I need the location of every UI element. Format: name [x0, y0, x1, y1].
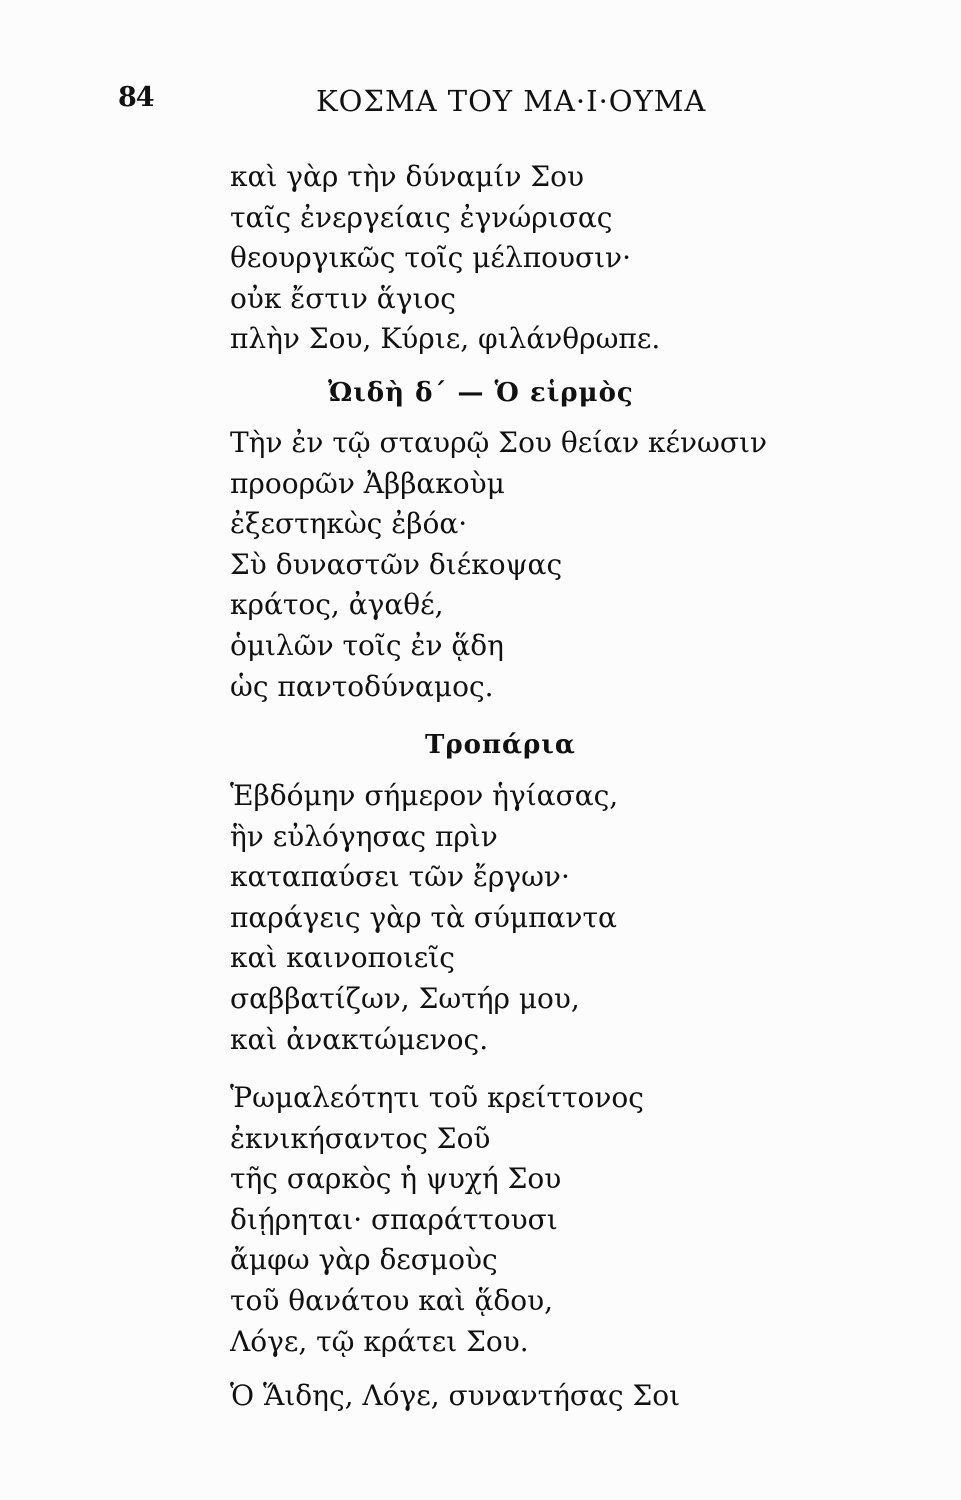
verse-line: τοῦ θανάτου καὶ ᾅδου, — [230, 1283, 554, 1317]
verse-line: ἄμφω γὰρ δεσμοὺς — [230, 1243, 498, 1277]
verse-line: καὶ γὰρ τὴν δύναμίν Σου — [230, 160, 585, 193]
verse-line: οὐκ ἔστιν ἅγιος — [230, 281, 456, 315]
verse-line: ἐκνικήσαντος Σοῦ — [230, 1121, 491, 1155]
verse-line: ταῖς ἐνεργείαις ἐγνώρισας — [230, 200, 613, 234]
verse-line: Τὴν ἐν τῷ σταυρῷ Σου θείαν κένωσιν — [230, 426, 767, 459]
verse-line: καταπαύσει τῶν ἔργων· — [230, 860, 570, 894]
running-title: ΚΟΣΜΑ ΤΟΥ ΜΑ·Ι·ΟΥΜΑ — [316, 84, 707, 118]
verse-line: ὁμιλῶν τοῖς ἐν ᾅδη — [230, 628, 504, 662]
verse-line: πλὴν Σου, Κύριε, φιλάνθρωπε. — [230, 322, 661, 356]
verse-line: Ἑβδόμην σήμερον ἡγίασας, — [230, 779, 619, 812]
verse-line: ἐξεστηκὼς ἐβόα· — [230, 507, 468, 541]
verse-line: Λόγε, τῷ κράτει Σου. — [230, 1324, 529, 1358]
verse-line: Ῥωμαλεότητι τοῦ κρείττονος — [230, 1081, 644, 1114]
page-number: 84 — [118, 82, 154, 113]
verse-line: θεουργικῶς τοῖς μέλπουσιν· — [230, 241, 631, 275]
troparion-stanza — [230, 1376, 930, 1417]
ode-heading: Ὠιδὴ δ΄ — Ὁ εἱρμὸς — [328, 378, 634, 408]
troparion-stanza — [230, 776, 930, 1060]
verse-line: παράγεις γὰρ τὰ σύμπαντα — [230, 900, 617, 934]
verse-line: σαββατίζων, Σωτήρ μου, — [230, 981, 580, 1015]
verse-line: ἣν εὐλόγησας πρὶν — [230, 819, 498, 853]
verse-line: καὶ καινοποιεῖς — [230, 941, 455, 975]
verse-line: κράτος, ἀγαθέ, — [230, 588, 444, 622]
verse-line: διῄρηται· σπαράττουσι — [230, 1202, 558, 1236]
verse-line: προορῶν Ἀββακοὺμ — [230, 466, 505, 500]
troparia-heading: Τροπάρια — [425, 730, 576, 760]
troparion-stanza — [230, 1078, 930, 1362]
verse-line: Ὁ Ἅιδης, Λόγε, συναντήσας Σοι — [230, 1379, 681, 1412]
verse-line: τῆς σαρκὸς ἡ ψυχή Σου — [230, 1162, 562, 1196]
verse-line: ὡς παντοδύναμος. — [230, 669, 494, 703]
verse-line: Σὺ δυναστῶν διέκοψας — [230, 547, 563, 581]
verse-line: καὶ ἀνακτώμενος. — [230, 1022, 489, 1056]
irmos-stanza — [230, 423, 930, 707]
stanza-continuation — [230, 157, 930, 360]
